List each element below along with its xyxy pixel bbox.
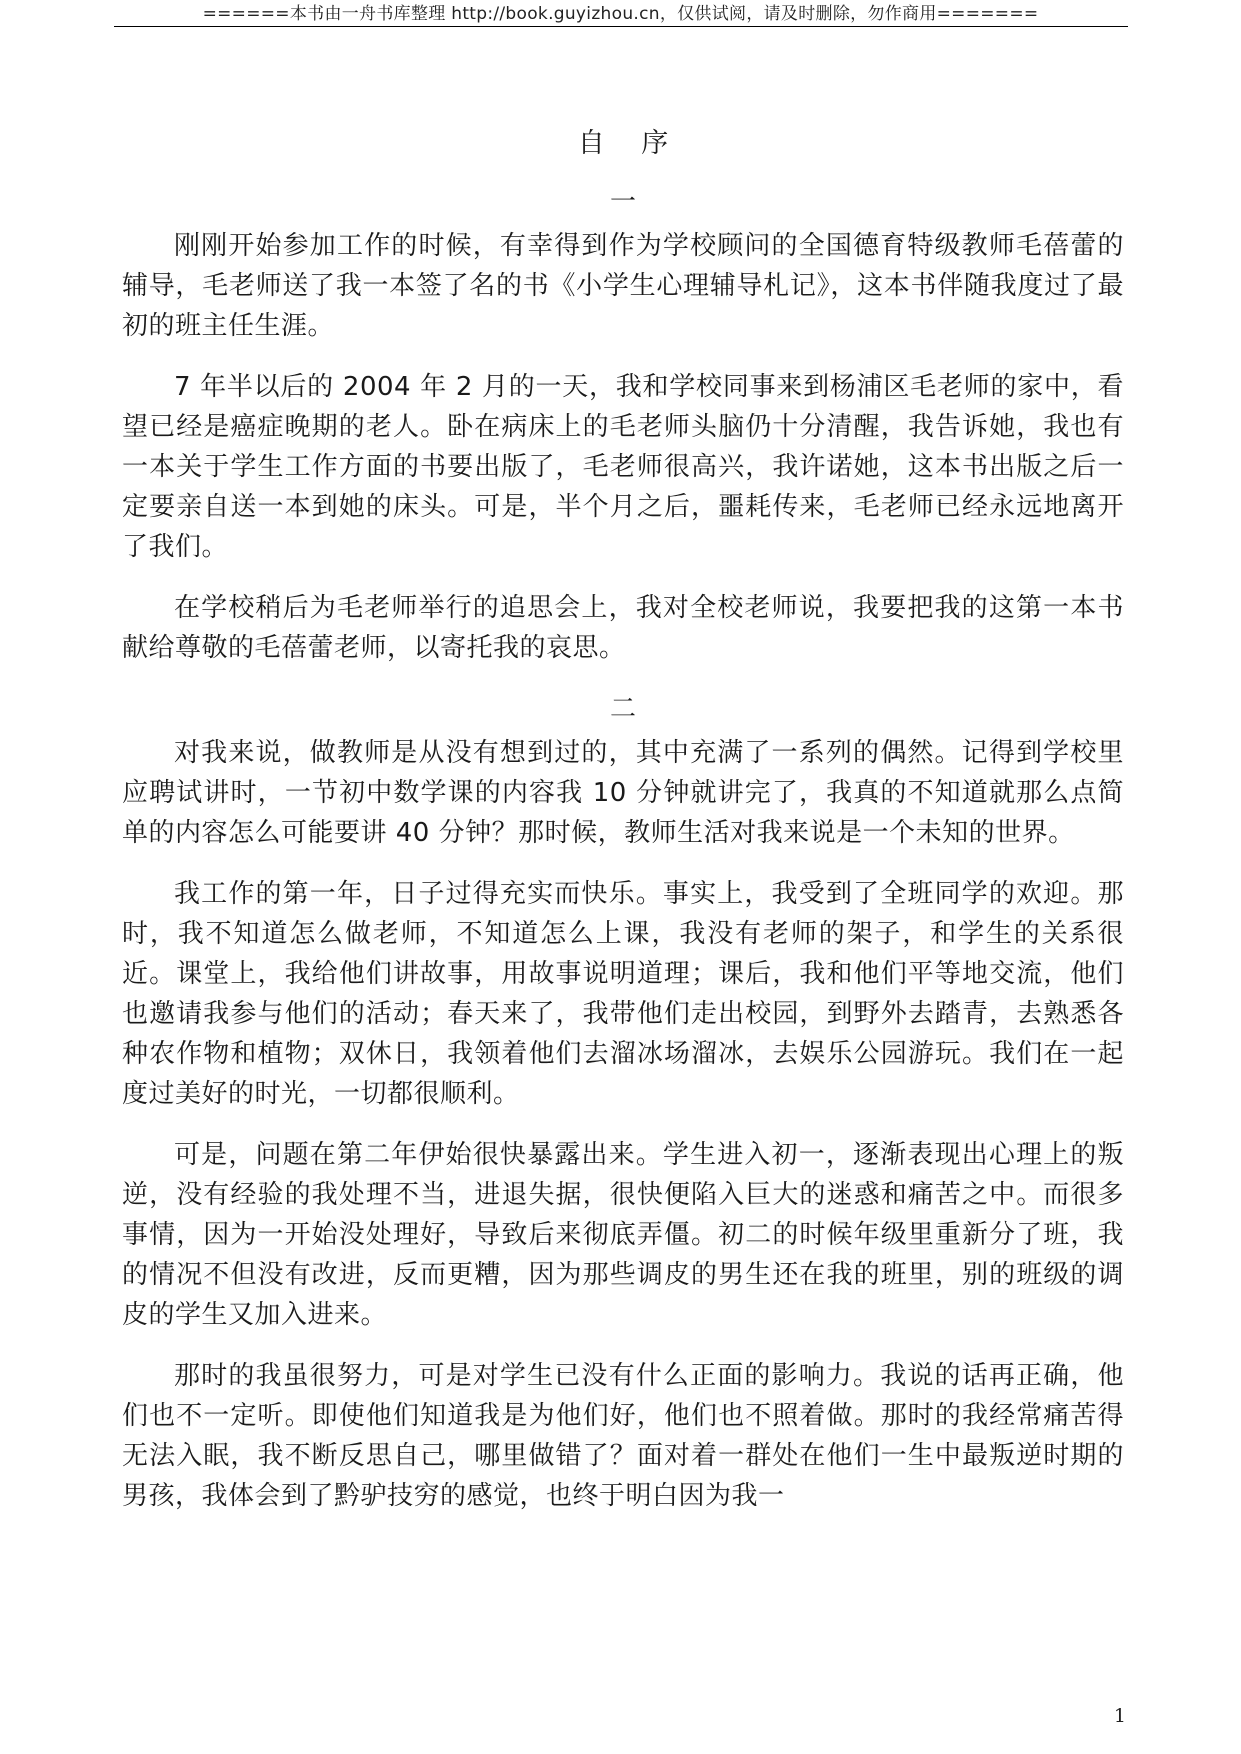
paragraph: 在学校稍后为毛老师举行的追思会上，我对全校老师说，我要把我的这第一本书献给尊敬的毛蓓蕾老师，以寄托我的哀思。 xyxy=(122,593,1124,663)
paragraph: 那时的我虽很努力，可是对学生已没有什么正面的影响力。我说的话再正确，他们也不一定听。即使他们知道我是为他们好，他们也不照着做。那时的我经常痛苦得无法入眠，我不断反思自己，哪里做错了？面对着一群处在他们一生中最叛逆时期的男孩，我体会到了黔驴技穷的感觉，也终于明白因为我一 xyxy=(122,1361,1124,1511)
paragraph: 刚刚开始参加工作的时候，有幸得到作为学校顾问的全国德育特级教师毛蓓蕾的辅导，毛老师送了我一本签了名的书《小学生心理辅导札记》，这本书伴随我度过了最初的班主任生涯。 xyxy=(122,231,1124,341)
header-divider xyxy=(114,26,1128,27)
section-one xyxy=(122,182,1124,668)
document-body xyxy=(122,120,1124,1537)
page-header-notice: ======本书由一舟书库整理 http://book.guyizhou.cn，仅供试阅，请及时删除，勿作商用======= xyxy=(202,4,1039,24)
section-heading: 一 xyxy=(609,187,636,217)
paragraph: 我工作的第一年，日子过得充实而快乐。事实上，我受到了全班同学的欢迎。那时，我不知道怎么做老师，不知道怎么上课，我没有老师的架子，和学生的关系很近。课堂上，我给他们讲故事，用故事说明道理；课后，我和他们平等地交流，他们也邀请我参与他们的活动；春天来了，我带他们走出校园，到野外去踏青，去熟悉各种农作物和植物；双休日，我领着他们去溜冰场溜冰，去娱乐公园游玩。我们在一起度过美好的时光，一切都很顺利。 xyxy=(122,879,1124,1109)
document-title: 自 序 xyxy=(577,128,683,159)
paragraph: 对我来说，做教师是从没有想到过的，其中充满了一系列的偶然。记得到学校里应聘试讲时，一节初中数学课的内容我 10 分钟就讲完了，我真的不知道就那么点简单的内容怎么可能要讲 40 分钟？那时候，教师生活对我来说是一个未知的世界。 xyxy=(122,738,1124,848)
paragraph: 可是，问题在第二年伊始很快暴露出来。学生进入初一，逐渐表现出心理上的叛逆，没有经验的我处理不当，进退失据，很快便陷入巨大的迷惑和痛苦之中。而很多事情，因为一开始没处理好，导致后来彻底弄僵。初二的时候年级里重新分了班，我的情况不但没有改进，反而更糟，因为那些调皮的男生还在我的班里，别的班级的调皮的学生又加入进来。 xyxy=(122,1140,1124,1330)
section-two xyxy=(122,689,1124,1516)
page-number: 1 xyxy=(1113,1705,1126,1727)
paragraph: 7 年半以后的 2004 年 2 月的一天，我和学校同事来到杨浦区毛老师的家中，看望已经是癌症晚期的老人。卧在病床上的毛老师头脑仍十分清醒，我告诉她，我也有一本关于学生工作方面的书要出版了，毛老师很高兴，我许诺她，这本书出版之后一定要亲自送一本到她的床头。可是，半个月之后，噩耗传来，毛老师已经永远地离开了我们。 xyxy=(122,372,1124,562)
section-heading: 二 xyxy=(609,694,636,724)
